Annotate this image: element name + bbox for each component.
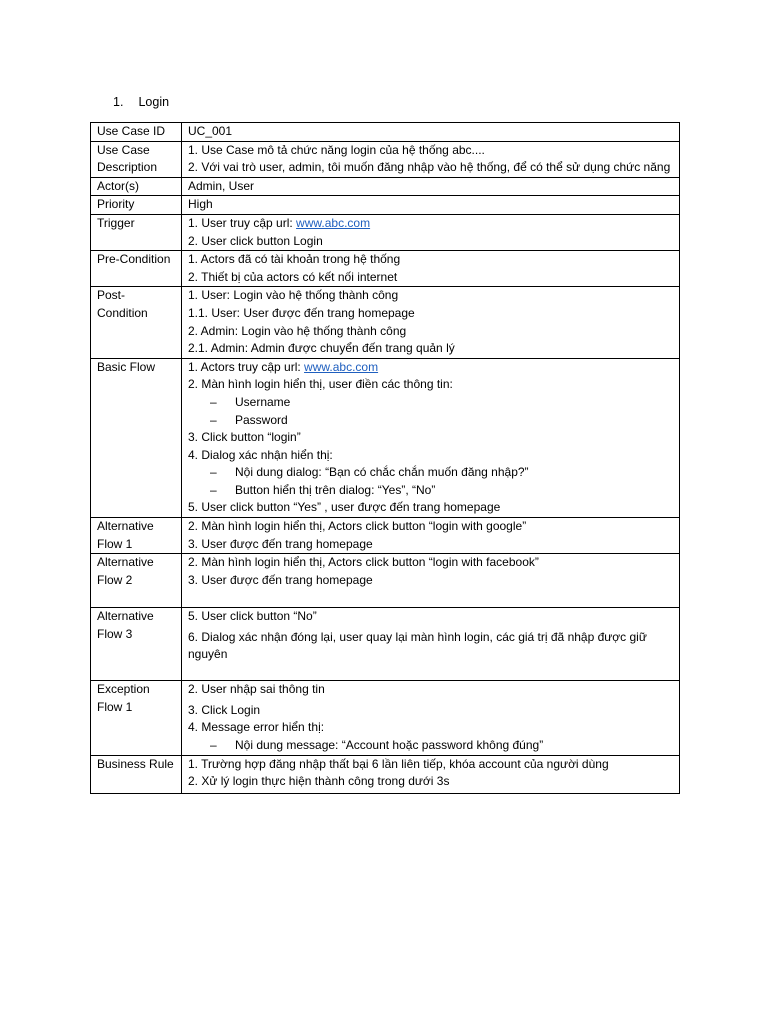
value-text: 2. Với vai trò user, admin, tôi muốn đăng nhập vào hệ thống, để có thể sử dụng chức năng [188,160,671,175]
value-line [188,305,673,323]
row-label: Condition [97,305,148,320]
value-line [188,554,673,572]
value-line [188,233,673,251]
table-row [91,681,680,755]
row-label: Actor(s) [97,178,139,193]
value-text: 2. User click button Login [188,233,323,248]
row-label-cell [91,251,182,287]
bullet-item [188,412,673,430]
value-line [188,340,673,358]
row-label: Basic Flow [97,359,156,374]
value-line [188,681,673,699]
value-text: Admin, User [188,178,255,193]
row-value-cell [182,681,680,755]
row-label-cell [91,755,182,793]
value-line [188,719,673,737]
value-line [188,447,673,465]
table-row [91,123,680,142]
row-label: Post- [97,288,126,303]
value-text: 2. Xử lý login thực hiện thành công trong dưới 3s [188,774,450,789]
row-label-cell [91,196,182,215]
value-line [188,323,673,341]
value-text: 4. Message error hiển thị: [188,720,325,735]
value-line [188,269,673,287]
table-row [91,196,680,215]
row-value-cell [182,141,680,177]
value-text: Username [235,394,291,409]
value-line [188,376,673,394]
value-line [188,251,673,269]
value-text: 1. Actors truy cập url: [188,359,305,374]
value-line [188,773,673,791]
value-text: UC_001 [188,124,233,138]
row-label: Trigger [97,215,135,230]
row-label-cell [91,123,182,142]
row-label: Alternative [97,555,154,570]
row-label: Pre-Condition [97,252,171,267]
value-line [188,536,673,554]
value-text: 1.1. User: User được đến trang homepage [188,305,415,320]
table-row [91,177,680,196]
value-text: High [188,197,213,212]
row-value-cell [182,177,680,196]
value-text: 1. Actors đã có tài khoản trong hệ thống [188,252,401,267]
value-line [188,287,673,305]
dash-bullet-icon: – [210,465,217,480]
row-label-cell [91,518,182,554]
dash-bullet-icon: – [210,394,217,409]
value-text: 2. Admin: Login vào hệ thống thành công [188,323,407,338]
url-link[interactable]: www.abc.com [304,359,379,374]
value-line [188,756,673,774]
table-row [91,518,680,554]
value-line [188,499,673,517]
section-heading [113,94,169,110]
section-title: Login [138,95,170,109]
dash-bullet-icon: – [210,738,217,753]
value-text: 3. Click button “login” [188,430,301,445]
row-label-cell [91,681,182,755]
bullet-item [188,464,673,482]
row-value-cell [182,287,680,358]
dash-bullet-icon: – [210,412,217,427]
value-text: 1. User: Login vào hệ thống thành công [188,288,399,303]
table-row [91,251,680,287]
value-line [188,429,673,447]
row-label-cell [91,214,182,250]
row-value-cell [182,251,680,287]
value-text: 4. Dialog xác nhận hiển thị: [188,447,333,462]
row-value-cell [182,123,680,142]
url-link[interactable]: www.abc.com [296,215,371,230]
value-text: 3. User được đến trang homepage [188,572,373,587]
value-line [188,359,673,377]
row-label: Priority [97,197,135,212]
table-row [91,141,680,177]
row-label: Use Case [97,142,150,157]
row-value-cell [182,608,680,681]
table-row [91,214,680,250]
value-text: Nội dung dialog: “Bạn có chắc chắn muốn đăng nhập?” [235,465,529,480]
value-line [188,702,673,720]
value-text: 1. Use Case mô tả chức năng login của hệ thống abc.... [188,142,485,157]
table-row [91,608,680,681]
row-value-cell [182,196,680,215]
row-label-cell [91,287,182,358]
table-row [91,358,680,517]
value-line [188,215,673,233]
table-row [91,755,680,793]
value-line [188,572,673,590]
value-text: 6. Dialog xác nhận đóng lại, user quay lại màn hình login, các giá trị đã nhập được giữ nguyên [188,629,647,662]
value-text: 5. User click button “No” [188,609,317,624]
value-text: 3. User được đến trang homepage [188,536,373,551]
value-text: 1. User truy cập url: [188,215,297,230]
dash-bullet-icon: – [210,482,217,497]
row-label: Use Case ID [97,124,166,138]
value-text: 2. Màn hình login hiển thị, Actors click button “login with facebook” [188,555,539,570]
value-line [188,123,673,141]
row-label: Flow 3 [97,626,133,641]
value-line [188,142,673,160]
value-text: 2. Màn hình login hiển thị, user điền các thông tin: [188,377,453,392]
row-label: Business Rule [97,756,174,771]
value-text: 2. Màn hình login hiển thị, Actors click button “login with google” [188,519,527,534]
use-case-table [90,122,680,794]
value-text: 2. User nhập sai thông tin [188,682,325,697]
value-text: Button hiển thị trên dialog: “Yes”, “No” [235,482,436,497]
row-label: Alternative [97,609,154,624]
table-row [91,287,680,358]
row-label-cell [91,141,182,177]
row-value-cell [182,518,680,554]
row-label: Flow 1 [97,536,133,551]
row-label-cell [91,554,182,608]
table-row [91,554,680,608]
value-line [188,178,673,196]
bullet-item [188,737,673,755]
row-label: Alternative [97,519,154,534]
row-label: Flow 2 [97,572,133,587]
bullet-item [188,394,673,412]
value-line [188,196,673,214]
bullet-item [188,482,673,500]
row-label: Exception [97,682,150,697]
value-text: 3. Click Login [188,702,261,717]
value-text: Password [235,412,288,427]
value-line [188,629,673,664]
row-label-cell [91,177,182,196]
row-value-cell [182,358,680,517]
value-line [188,159,673,177]
value-text: 2.1. Admin: Admin được chuyển đến trang quản lý [188,341,455,356]
value-line [188,518,673,536]
value-line [188,608,673,626]
row-value-cell [182,755,680,793]
value-text: Nội dung message: “Account hoặc password không đúng” [235,738,544,753]
value-text: 5. User click button “Yes” , user được đến trang homepage [188,500,501,515]
row-label-cell [91,358,182,517]
row-label-cell [91,608,182,681]
row-label: Flow 1 [97,699,133,714]
row-value-cell [182,214,680,250]
row-value-cell [182,554,680,608]
value-text: 2. Thiết bị của actors có kết nối internet [188,269,398,284]
value-text: 1. Trường hợp đăng nhập thất bại 6 lần liên tiếp, khóa account của người dùng [188,756,609,771]
row-label: Description [97,160,158,175]
section-number: 1. [113,95,124,109]
